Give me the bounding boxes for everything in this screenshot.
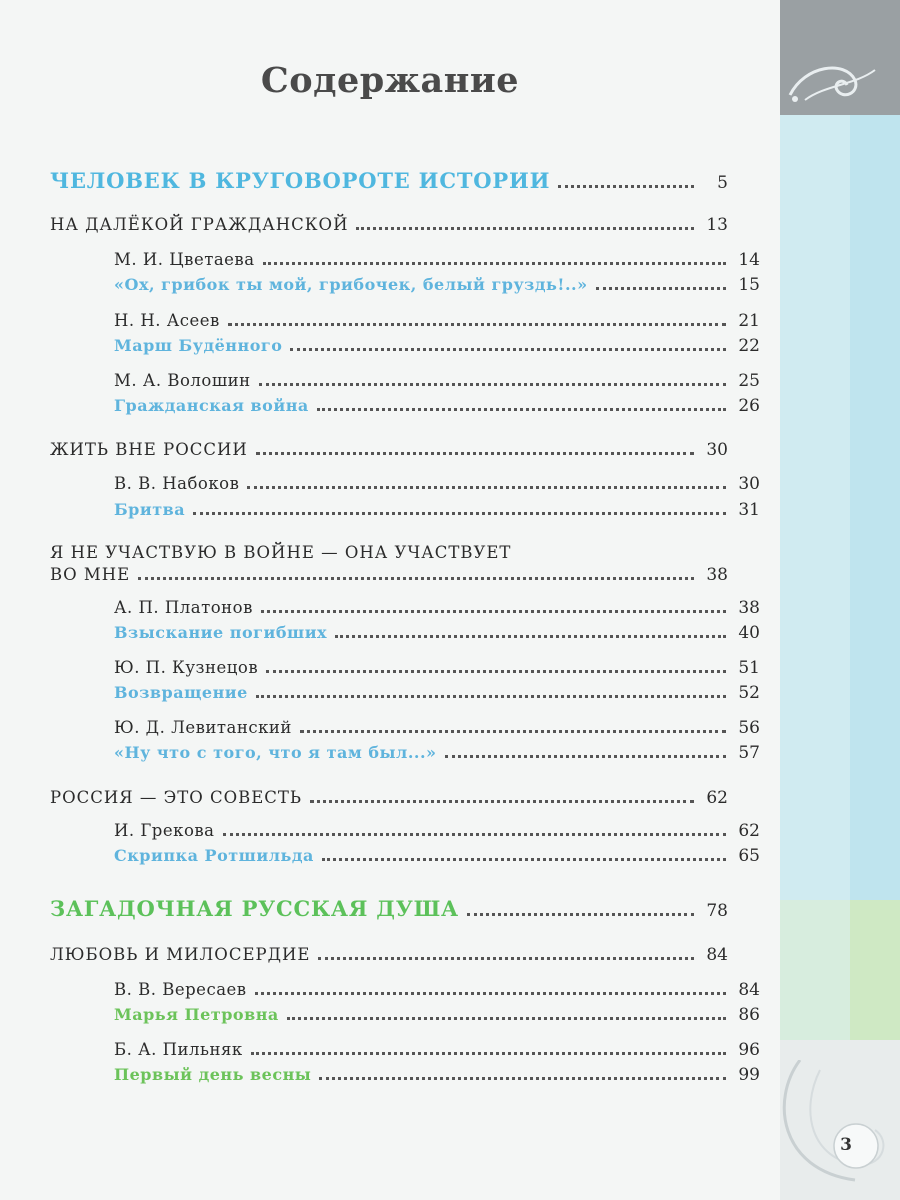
toc-author[interactable] xyxy=(82,821,760,841)
dot-leader xyxy=(445,754,726,758)
toc-author[interactable] xyxy=(82,980,760,1000)
toc-work[interactable] xyxy=(82,623,760,643)
toc-entry-title: Ю. П. Кузнецов xyxy=(114,658,259,677)
dot-leader xyxy=(251,1051,726,1055)
toc-section[interactable] xyxy=(50,945,728,965)
toc-author[interactable] xyxy=(82,371,760,391)
toc-entry-title: НА ДАЛЁКОЙ ГРАЖДАНСКОЙ xyxy=(50,215,349,234)
toc-entry-title: М. А. Волошин xyxy=(114,371,251,390)
toc-entry-title: ЖИТЬ ВНЕ РОССИИ xyxy=(50,440,248,459)
toc-page-number: 22 xyxy=(738,336,760,356)
toc-page-number: 13 xyxy=(706,215,728,235)
toc-entry-title: Ю. Д. Левитанский xyxy=(114,718,292,737)
toc-page-number: 52 xyxy=(738,683,760,703)
toc-entry-title: В. В. Набоков xyxy=(114,474,240,493)
dot-leader xyxy=(138,576,694,580)
toc-page-number: 78 xyxy=(706,901,728,921)
dot-leader xyxy=(261,609,726,613)
toc-work[interactable] xyxy=(82,336,760,356)
toc-entry-title: Марья Петровна xyxy=(114,1005,279,1024)
dot-leader xyxy=(310,799,694,803)
toc-part-2[interactable] xyxy=(50,896,728,921)
toc-page-number: 56 xyxy=(738,718,760,738)
toc-entry-title: И. Грекова xyxy=(114,821,215,840)
toc-work[interactable] xyxy=(82,500,760,520)
dot-leader xyxy=(255,991,726,995)
dot-leader xyxy=(300,729,726,733)
toc-work[interactable] xyxy=(82,683,760,703)
toc-entry-title: Марш Будённого xyxy=(114,336,283,355)
toc-page-number: 62 xyxy=(706,788,728,808)
toc-work[interactable] xyxy=(82,846,760,866)
page-title: Содержание xyxy=(260,60,520,101)
toc-entry-title: ВО МНЕ xyxy=(50,565,131,584)
toc-entry-title: В. В. Вересаев xyxy=(114,980,247,999)
toc-page-number: 25 xyxy=(738,371,760,391)
toc-work[interactable] xyxy=(82,1005,760,1025)
toc-page-number: 31 xyxy=(738,500,760,520)
dot-leader xyxy=(287,1016,726,1020)
dot-leader xyxy=(247,485,726,489)
page-corner-ornament-icon xyxy=(760,1060,900,1200)
toc-page-number: 86 xyxy=(738,1005,760,1025)
dot-leader xyxy=(558,184,694,188)
toc-author[interactable] xyxy=(82,718,760,738)
dot-leader xyxy=(322,857,726,861)
toc-page-number: 96 xyxy=(738,1040,760,1060)
toc-entry-title: «Ох, грибок ты мой, грибочек, белый груздь!..» xyxy=(114,275,588,294)
toc-entry-title: А. П. Платонов xyxy=(114,598,253,617)
toc-work[interactable] xyxy=(82,1065,760,1085)
toc-page-number: 30 xyxy=(706,440,728,460)
dot-leader xyxy=(335,634,726,638)
toc-page-number: 38 xyxy=(738,598,760,618)
toc-entry-title: Бритва xyxy=(114,500,186,519)
strip-inner-tint xyxy=(780,115,850,1040)
dot-leader xyxy=(319,1076,726,1080)
toc-page-number: 84 xyxy=(738,980,760,1000)
toc-page-number: 21 xyxy=(738,311,760,331)
toc-author[interactable] xyxy=(82,474,760,494)
toc-work[interactable] xyxy=(82,396,760,416)
dot-leader xyxy=(317,407,726,411)
toc-entry-title: М. И. Цветаева xyxy=(114,250,255,269)
toc-page-number: 38 xyxy=(706,565,728,585)
toc-entry-title: Возвращение xyxy=(114,683,248,702)
toc-page-number: 57 xyxy=(738,743,760,763)
toc-page-number: 51 xyxy=(738,658,760,678)
dot-leader xyxy=(263,261,726,265)
toc-page-number: 15 xyxy=(738,275,760,295)
toc-section-title-line: Я НЕ УЧАСТВУЮ В ВОЙНЕ — ОНА УЧАСТВУЕТ xyxy=(50,543,512,562)
toc-author[interactable] xyxy=(82,658,760,678)
dot-leader xyxy=(467,912,694,916)
toc-entry-title: Гражданская война xyxy=(114,396,309,415)
toc-entry-title: Б. А. Пильняк xyxy=(114,1040,243,1059)
toc-entry-title: РОССИЯ — ЭТО СОВЕСТЬ xyxy=(50,788,303,807)
toc-author[interactable] xyxy=(82,598,760,618)
toc-entry-title: ЗАГАДОЧНАЯ РУССКАЯ ДУША xyxy=(50,896,459,921)
dot-leader xyxy=(290,347,726,351)
toc-page-number: 14 xyxy=(738,250,760,270)
toc-entry-title: Взыскание погибших xyxy=(114,623,328,642)
toc-page-number: 99 xyxy=(738,1065,760,1085)
dot-leader xyxy=(259,382,726,386)
toc-section[interactable] xyxy=(50,215,728,235)
toc-page-number: 26 xyxy=(738,396,760,416)
toc-work[interactable] xyxy=(82,275,760,295)
dot-leader xyxy=(193,511,726,515)
toc-author[interactable] xyxy=(82,311,760,331)
dot-leader xyxy=(356,226,694,230)
toc-page-number: 5 xyxy=(717,173,728,193)
dot-leader xyxy=(256,451,694,455)
dot-leader xyxy=(223,832,726,836)
dot-leader xyxy=(228,322,726,326)
toc-author[interactable] xyxy=(82,1040,760,1060)
toc-author[interactable] xyxy=(82,250,760,270)
toc-entry-title: Н. Н. Асеев xyxy=(114,311,220,330)
toc-entry-title: ЛЮБОВЬ И МИЛОСЕРДИЕ xyxy=(50,945,311,964)
dot-leader xyxy=(318,956,694,960)
dot-leader xyxy=(266,669,726,673)
page-number: 3 xyxy=(840,1135,852,1155)
dot-leader xyxy=(256,694,726,698)
toc-section[interactable] xyxy=(50,440,728,460)
toc-work[interactable] xyxy=(82,743,760,763)
toc-page-number: 84 xyxy=(706,945,728,965)
toc-page-number: 62 xyxy=(738,821,760,841)
toc-entry-title: ЧЕЛОВЕК В КРУГОВОРОТЕ ИСТОРИИ xyxy=(50,168,551,193)
toc-entry-title: Скрипка Ротшильда xyxy=(114,846,314,865)
toc-page-number: 40 xyxy=(738,623,760,643)
dot-leader xyxy=(596,286,726,290)
swirl-ornament-icon xyxy=(785,55,880,110)
toc-entry-title: Первый день весны xyxy=(114,1065,312,1084)
toc-entry-title: «Ну что с того, что я там был...» xyxy=(114,743,437,762)
toc-part-1[interactable] xyxy=(50,168,728,193)
toc-section[interactable] xyxy=(50,565,728,585)
toc-page-number: 65 xyxy=(738,846,760,866)
toc-page-number: 30 xyxy=(738,474,760,494)
toc-section[interactable] xyxy=(50,788,728,808)
